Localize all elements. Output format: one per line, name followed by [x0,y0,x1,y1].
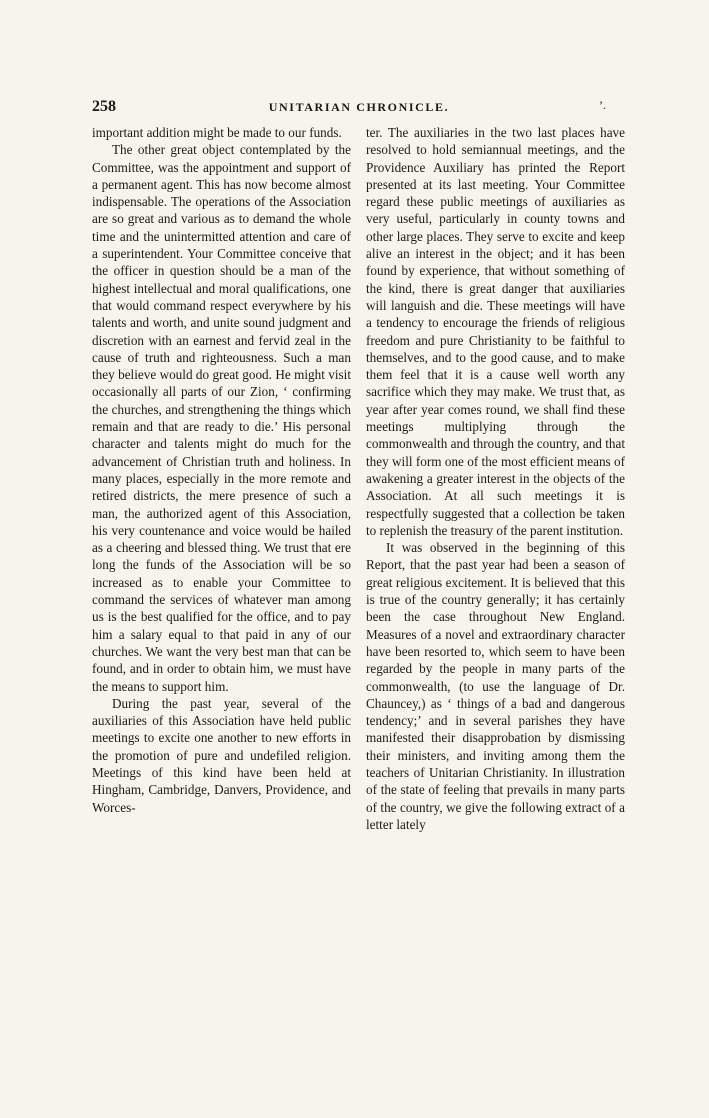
paragraph: ter. The auxiliaries in the two last places have resolved to hold semiannual meetings, and the Providence Auxiliary has printed the Report presented at its last meeting. Your Committee regard these public meetings of auxiliaries as very useful, particularly in county towns and other large places. They serve to excite and keep alive an interest in the object; and it has been found by experience, that without something of the kind, there is great danger that auxiliaries will languish and die. These meetings will have a tendency to encourage the friends of religious freedom and pure Christianity to be faithful to themselves, and to the good cause, and to make them feel that it is a cause well worth any sacrifice which they may make. We trust that, as year after year comes round, we shall find these meetings multiplying through the commonwealth and through the country, and that they will form one of the most efficient means of awakening a greater interest in the objects of the Association. At all such meetings it is respectfully suggested that a collection be taken to replenish the treasury of the parent institution. [366,125,625,538]
paragraph: The other great object contemplated by the Committee, was the appointment and support of a permanent agent. This has now become almost indispensable. The operations of the Association are so great and various as to demand the whole time and the unintermitted attention and care of a superintendent. Your Committee conceive that the officer in question should be a man of the highest intellectual and moral qualifications, one that would command respect everywhere by his talents and worth, and unite sound judgment and discretion with an earnest and fervid zeal in the cause of truth and righteousness. Such a man they believe would do great good. He might visit occasionally all parts of our Zion, ‘ confirming the churches, and strengthening the things which remain and that are ready to die.’ His personal character and talents might do much for the advancement of Christian truth and holiness. In many places, especially in the more remote and retired districts, the mere presence of such a man, the authorized agent of this Association, his very countenance and voice would be hailed as a cheering and blessed thing. We trust that ere long the funds of the Association will be so increased as to enable your Committee to command the services of whatever man among us is the best qualified for the office, and to pay him a salary equal to that paid in any of our churches. We want the very best man that can be found, and in order to obtain him, we must have the means to support him. [92,142,351,694]
paragraph: It was observed in the beginning of this Report, that the past year had been a season of great religious excitement. It is believed that this is true of the country generally; it has certainly been the case throughout New England. Measures of a novel and extraordinary character have been resorted to, which seem to have been regarded by the people in many parts of the commonwealth, (to use the language of Dr. Chauncey,) as ‘ things of a bad and dangerous tendency;’ and in several parishes they have manifested their disapprobation by dismissing their ministers, and inviting among them the teachers of Unitarian Christianity. In illustration of the state of feeling that prevails in many parts of the country, we give the following extract of a letter lately [366,540,625,832]
running-title: UNITARIAN CHRONICLE. [268,100,450,114]
paragraph: important addition might be made to our funds. [92,125,342,140]
margin-mark: ’. [599,98,606,112]
left-column [92,124,351,816]
page-header [92,98,626,116]
right-column [366,124,625,833]
paragraph: During the past year, several of the auxiliaries of this Association have held public meetings to excite one another to new efforts in the promotion of pure and undefiled religion. Meetings of this kind have been held at Hingham, Cambridge, Danvers, Providence, and Worces- [92,695,351,815]
page-number: 258 [92,98,116,115]
